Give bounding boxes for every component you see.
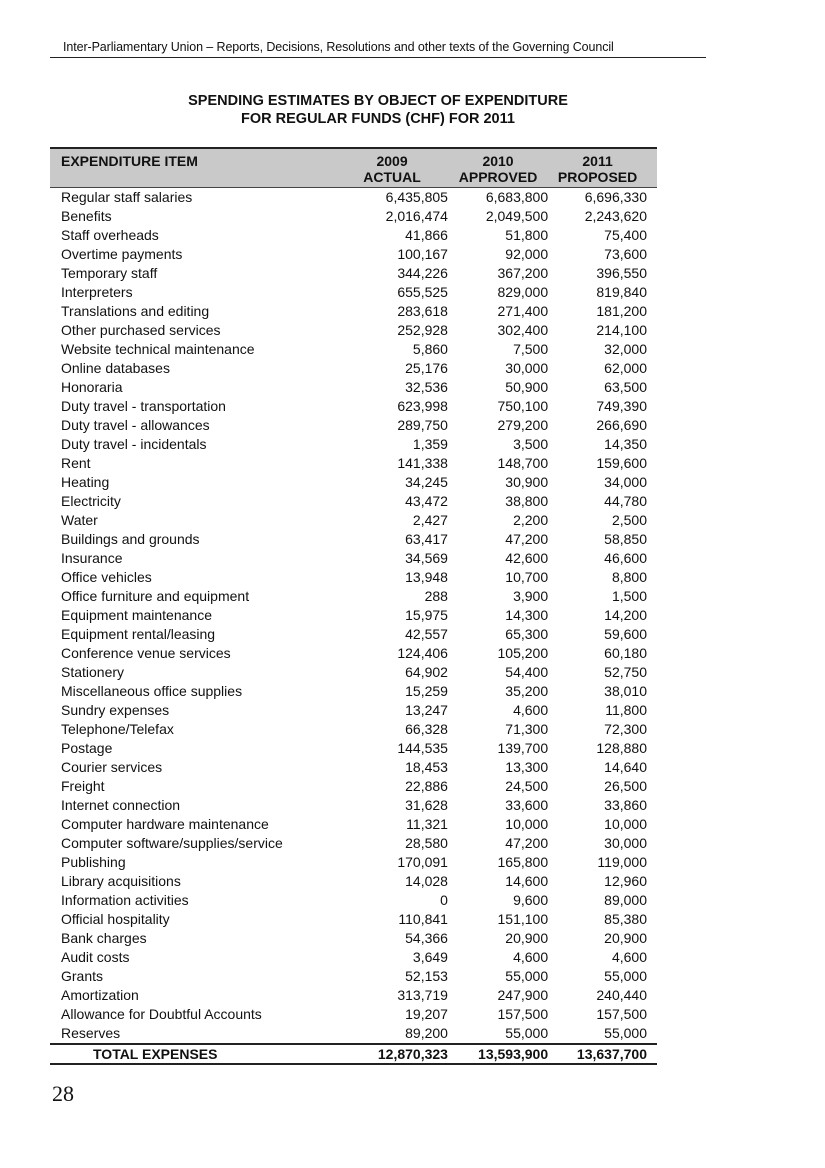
row-2009-actual: 13,247 <box>405 702 448 718</box>
row-2010-approved: 14,300 <box>505 607 549 623</box>
row-2011-proposed: 4,600 <box>611 949 647 965</box>
row-2010-approved: 3,900 <box>513 588 549 604</box>
row-2010-approved: 6,683,800 <box>485 189 549 205</box>
row-2011-proposed: 10,000 <box>604 816 647 832</box>
row-2010-approved: 4,600 <box>513 702 549 718</box>
row-2009-actual: 15,975 <box>405 607 448 623</box>
row-2011-proposed: 749,390 <box>596 398 647 414</box>
row-2011-proposed: 2,500 <box>611 512 647 528</box>
row-2010-approved: 42,600 <box>505 550 549 566</box>
row-item: Temporary staff <box>61 265 158 281</box>
page-title <box>50 92 706 128</box>
col-header-2011: 2011 <box>548 148 657 169</box>
table-row <box>50 321 657 340</box>
table-body <box>50 188 657 1045</box>
row-2009-actual: 25,176 <box>405 360 448 376</box>
row-item: Electricity <box>61 493 121 509</box>
table-row <box>50 758 657 777</box>
row-2010-approved: 4,600 <box>513 949 549 965</box>
table-row <box>50 435 657 454</box>
total-row <box>50 1044 657 1064</box>
table-row <box>50 283 657 302</box>
table-row <box>50 701 657 720</box>
table-row <box>50 663 657 682</box>
table-row <box>50 929 657 948</box>
row-2009-actual: 34,245 <box>405 474 448 490</box>
row-2011-proposed: 819,840 <box>596 284 647 300</box>
col-header-item: EXPENDITURE ITEM <box>50 148 336 169</box>
table-row <box>50 986 657 1005</box>
row-2010-approved: 33,600 <box>505 797 549 813</box>
row-2010-approved: 7,500 <box>513 341 549 357</box>
row-item: Office vehicles <box>61 569 152 585</box>
row-2009-actual: 283,618 <box>397 303 448 319</box>
header-row-status <box>50 169 657 188</box>
row-2010-approved: 47,200 <box>505 531 549 547</box>
table-row <box>50 910 657 929</box>
row-item: Bank charges <box>61 930 147 946</box>
row-2009-actual: 124,406 <box>397 645 448 661</box>
table-row <box>50 549 657 568</box>
row-2011-proposed: 60,180 <box>604 645 647 661</box>
row-2010-approved: 55,000 <box>505 968 549 984</box>
table-footer <box>50 1044 657 1064</box>
total-2011: 13,637,700 <box>548 1044 657 1064</box>
row-item: Official hospitality <box>61 911 170 927</box>
row-2010-approved: 65,300 <box>505 626 549 642</box>
row-2011-proposed: 89,000 <box>604 892 647 908</box>
row-2009-actual: 289,750 <box>397 417 448 433</box>
row-2011-proposed: 14,200 <box>604 607 647 623</box>
row-2011-proposed: 396,550 <box>596 265 647 281</box>
row-item: Heating <box>61 474 110 490</box>
row-item: Online databases <box>61 360 170 376</box>
table-row <box>50 948 657 967</box>
row-2011-proposed: 159,600 <box>596 455 647 471</box>
table-row <box>50 815 657 834</box>
row-item: Miscellaneous office supplies <box>61 683 243 699</box>
row-2011-proposed: 55,000 <box>604 1025 647 1041</box>
row-2010-approved: 105,200 <box>497 645 549 661</box>
table-row <box>50 454 657 473</box>
row-2010-approved: 35,200 <box>505 683 549 699</box>
row-2009-actual: 6,435,805 <box>385 189 448 205</box>
total-2010: 13,593,900 <box>448 1044 548 1064</box>
row-2009-actual: 41,866 <box>405 227 448 243</box>
row-item: Telephone/Telefax <box>61 721 174 737</box>
header-row-years <box>50 148 657 169</box>
row-2010-approved: 279,200 <box>497 417 549 433</box>
row-2010-approved: 50,900 <box>505 379 549 395</box>
row-2010-approved: 14,600 <box>505 873 549 889</box>
row-2011-proposed: 75,400 <box>604 227 647 243</box>
row-item: Office furniture and equipment <box>61 588 250 604</box>
row-2011-proposed: 26,500 <box>604 778 647 794</box>
row-2011-proposed: 214,100 <box>596 322 647 338</box>
row-2011-proposed: 62,000 <box>604 360 647 376</box>
row-2010-approved: 24,500 <box>505 778 549 794</box>
row-2010-approved: 151,100 <box>497 911 549 927</box>
row-item: Sundry expenses <box>61 702 170 718</box>
table-row <box>50 302 657 321</box>
col-subheader-approved: APPROVED <box>448 169 548 188</box>
row-2011-proposed: 38,010 <box>604 683 647 699</box>
row-2009-actual: 252,928 <box>397 322 448 338</box>
table-row <box>50 568 657 587</box>
row-item: Water <box>61 512 98 528</box>
row-item: Computer hardware maintenance <box>61 816 269 832</box>
row-2009-actual: 13,948 <box>405 569 448 585</box>
title-line-2: FOR REGULAR FUNDS (CHF) FOR 2011 <box>241 111 515 127</box>
row-2009-actual: 14,028 <box>405 873 448 889</box>
row-2009-actual: 655,525 <box>397 284 448 300</box>
row-2010-approved: 157,500 <box>497 1006 549 1022</box>
table-row <box>50 416 657 435</box>
row-item: Honoraria <box>61 379 123 395</box>
table-row <box>50 264 657 283</box>
table-row <box>50 587 657 606</box>
table-row <box>50 245 657 264</box>
row-2010-approved: 71,300 <box>505 721 549 737</box>
row-2011-proposed: 55,000 <box>604 968 647 984</box>
row-item: Publishing <box>61 854 126 870</box>
row-2009-actual: 344,226 <box>397 265 448 281</box>
row-2009-actual: 89,200 <box>405 1025 448 1041</box>
table-row <box>50 777 657 796</box>
row-2011-proposed: 157,500 <box>596 1006 647 1022</box>
row-2010-approved: 30,900 <box>505 474 549 490</box>
row-2010-approved: 367,200 <box>497 265 549 281</box>
row-2011-proposed: 44,780 <box>604 493 647 509</box>
row-2011-proposed: 20,900 <box>604 930 647 946</box>
row-2010-approved: 10,700 <box>505 569 549 585</box>
table-row <box>50 891 657 910</box>
row-2009-actual: 19,207 <box>405 1006 448 1022</box>
row-item: Benefits <box>61 208 112 224</box>
row-2011-proposed: 52,750 <box>604 664 647 680</box>
table-row <box>50 796 657 815</box>
row-2011-proposed: 32,000 <box>604 341 647 357</box>
row-item: Insurance <box>61 550 123 566</box>
col-header-2009: 2009 <box>336 148 448 169</box>
row-2010-approved: 2,049,500 <box>485 208 549 224</box>
table-row <box>50 1005 657 1024</box>
row-2011-proposed: 11,800 <box>605 702 647 718</box>
row-2009-actual: 3,649 <box>412 949 448 965</box>
table-row <box>50 682 657 701</box>
row-2009-actual: 170,091 <box>397 854 448 870</box>
row-item: Duty travel - allowances <box>61 417 210 433</box>
table-row <box>50 967 657 986</box>
row-item: Internet connection <box>61 797 181 813</box>
row-item: Rent <box>61 455 91 471</box>
running-header: Inter-Parliamentary Union – Reports, Decisions, Resolutions and other texts of the Governing Council <box>63 40 614 54</box>
row-2011-proposed: 266,690 <box>596 417 647 433</box>
row-2009-actual: 0 <box>440 892 448 908</box>
row-2010-approved: 51,800 <box>505 227 549 243</box>
row-2009-actual: 22,886 <box>405 778 448 794</box>
row-2011-proposed: 63,500 <box>604 379 647 395</box>
row-2011-proposed: 73,600 <box>604 246 647 262</box>
row-2010-approved: 55,000 <box>505 1025 549 1041</box>
table-row <box>50 492 657 511</box>
row-2010-approved: 38,800 <box>505 493 549 509</box>
row-item: Amortization <box>61 987 139 1003</box>
row-item: Postage <box>61 740 113 756</box>
row-2010-approved: 47,200 <box>505 835 549 851</box>
row-2009-actual: 43,472 <box>405 493 448 509</box>
row-2011-proposed: 58,850 <box>604 531 647 547</box>
row-2009-actual: 288 <box>424 588 448 604</box>
row-item: Duty travel - transportation <box>61 398 226 414</box>
table-row <box>50 739 657 758</box>
row-2009-actual: 66,328 <box>405 721 448 737</box>
row-item: Other purchased services <box>61 322 221 338</box>
row-2010-approved: 247,900 <box>497 987 549 1003</box>
total-2009: 12,870,323 <box>336 1044 448 1064</box>
row-item: Stationery <box>61 664 125 680</box>
row-item: Equipment maintenance <box>61 607 212 623</box>
row-item: Allowance for Doubtful Accounts <box>61 1006 262 1022</box>
row-2011-proposed: 30,000 <box>604 835 647 851</box>
row-2010-approved: 3,500 <box>513 436 549 452</box>
row-2010-approved: 9,600 <box>513 892 549 908</box>
row-2010-approved: 148,700 <box>497 455 549 471</box>
row-item: Interpreters <box>61 284 133 300</box>
table-row <box>50 834 657 853</box>
row-2011-proposed: 240,440 <box>596 987 647 1003</box>
row-2009-actual: 110,841 <box>398 911 448 927</box>
row-2009-actual: 52,153 <box>405 968 448 984</box>
row-item: Buildings and grounds <box>61 531 200 547</box>
row-item: Conference venue services <box>61 645 231 661</box>
expenditure-table <box>50 147 657 1065</box>
row-2009-actual: 31,628 <box>405 797 448 813</box>
row-2009-actual: 144,535 <box>397 740 448 756</box>
row-2009-actual: 34,569 <box>405 550 448 566</box>
table-row <box>50 1024 657 1044</box>
row-2011-proposed: 33,860 <box>604 797 647 813</box>
row-2010-approved: 54,400 <box>505 664 549 680</box>
table-row <box>50 644 657 663</box>
row-2011-proposed: 128,880 <box>596 740 647 756</box>
row-2011-proposed: 181,200 <box>596 303 647 319</box>
row-2010-approved: 302,400 <box>497 322 549 338</box>
table-row <box>50 359 657 378</box>
row-2010-approved: 30,000 <box>505 360 549 376</box>
row-2009-actual: 100,167 <box>397 246 448 262</box>
row-2011-proposed: 34,000 <box>604 474 647 490</box>
row-2009-actual: 64,902 <box>405 664 448 680</box>
row-2010-approved: 13,300 <box>505 759 549 775</box>
table-row <box>50 530 657 549</box>
row-2009-actual: 141,338 <box>397 455 448 471</box>
row-2009-actual: 5,860 <box>412 341 448 357</box>
row-item: Overtime payments <box>61 246 183 262</box>
row-item: Staff overheads <box>61 227 159 243</box>
row-2011-proposed: 6,696,330 <box>584 189 647 205</box>
table-row <box>50 720 657 739</box>
table-row <box>50 511 657 530</box>
row-item: Duty travel - incidentals <box>61 436 207 452</box>
row-item: Information activities <box>61 892 189 908</box>
row-item: Audit costs <box>61 949 130 965</box>
table-row <box>50 340 657 359</box>
row-2009-actual: 28,580 <box>405 835 448 851</box>
row-2010-approved: 139,700 <box>497 740 549 756</box>
row-2011-proposed: 1,500 <box>611 588 647 604</box>
row-2011-proposed: 85,380 <box>604 911 647 927</box>
row-2009-actual: 54,366 <box>405 930 448 946</box>
row-2010-approved: 92,000 <box>505 246 549 262</box>
col-subheader-actual: ACTUAL <box>336 169 448 188</box>
table-row <box>50 872 657 891</box>
row-2011-proposed: 12,960 <box>604 873 647 889</box>
row-item: Equipment rental/leasing <box>61 626 216 642</box>
table-row <box>50 606 657 625</box>
row-2010-approved: 20,900 <box>505 930 549 946</box>
row-2009-actual: 11,321 <box>406 816 448 832</box>
row-2011-proposed: 72,300 <box>604 721 647 737</box>
row-2010-approved: 271,400 <box>497 303 549 319</box>
row-item: Computer software/supplies/service <box>61 835 283 851</box>
header-rule <box>50 57 706 58</box>
table-row <box>50 188 657 208</box>
row-2009-actual: 18,453 <box>405 759 448 775</box>
table-row <box>50 625 657 644</box>
row-2011-proposed: 14,350 <box>604 436 647 452</box>
row-2010-approved: 10,000 <box>505 816 549 832</box>
table-row <box>50 207 657 226</box>
row-2011-proposed: 46,600 <box>604 550 647 566</box>
page-number: 28 <box>52 1081 74 1106</box>
row-item: Website technical maintenance <box>61 341 255 357</box>
col-header-2010: 2010 <box>448 148 548 169</box>
table-header <box>50 148 657 188</box>
row-2011-proposed: 14,640 <box>604 759 647 775</box>
row-item: Reserves <box>61 1025 121 1041</box>
row-2009-actual: 15,259 <box>405 683 448 699</box>
row-2010-approved: 165,800 <box>497 854 549 870</box>
row-2009-actual: 2,016,474 <box>385 208 448 224</box>
row-2009-actual: 313,719 <box>397 987 448 1003</box>
row-2009-actual: 1,359 <box>412 436 448 452</box>
title-line-1: SPENDING ESTIMATES BY OBJECT OF EXPENDITURE <box>188 93 568 109</box>
row-2011-proposed: 2,243,620 <box>584 208 647 224</box>
row-2011-proposed: 59,600 <box>604 626 647 642</box>
row-item: Grants <box>61 968 104 984</box>
row-2011-proposed: 119,000 <box>597 854 647 870</box>
row-2011-proposed: 8,800 <box>611 569 647 585</box>
row-2010-approved: 2,200 <box>513 512 549 528</box>
row-2009-actual: 2,427 <box>412 512 448 528</box>
table-row <box>50 378 657 397</box>
row-item: Library acquisitions <box>61 873 181 889</box>
table-row <box>50 853 657 872</box>
table-row <box>50 226 657 245</box>
row-item: Freight <box>61 778 105 794</box>
row-2010-approved: 829,000 <box>497 284 549 300</box>
table-row <box>50 473 657 492</box>
row-2010-approved: 750,100 <box>497 398 549 414</box>
row-item: Translations and editing <box>61 303 210 319</box>
row-2009-actual: 32,536 <box>405 379 448 395</box>
row-2009-actual: 42,557 <box>405 626 448 642</box>
row-item: Courier services <box>61 759 163 775</box>
row-2009-actual: 63,417 <box>405 531 448 547</box>
total-label: TOTAL EXPENSES <box>50 1044 336 1064</box>
row-2009-actual: 623,998 <box>397 398 448 414</box>
row-item: Regular staff salaries <box>61 189 193 205</box>
table-row <box>50 397 657 416</box>
col-subheader-proposed: PROPOSED <box>548 169 657 188</box>
